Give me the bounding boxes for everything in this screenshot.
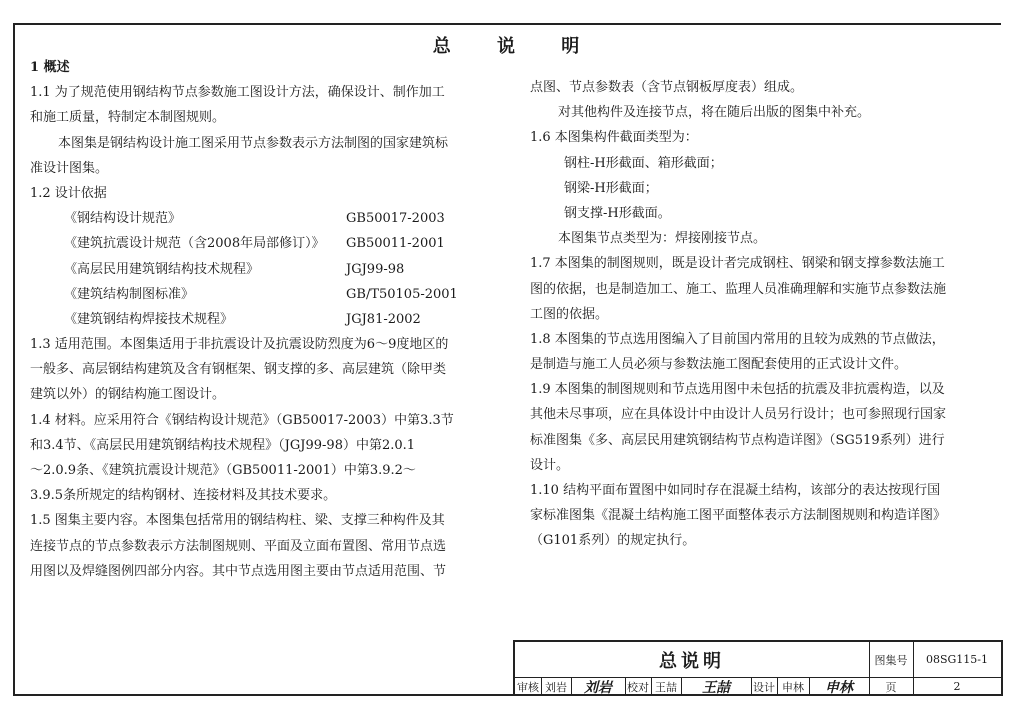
text-line: 1.8 本图集的节点选用图编入了目前国内常用的且较为成熟的节点做法， [530,331,945,347]
drawing-title: 总说明 [659,650,725,672]
text-line: 和施工质量，特制定本制图规则。 [30,110,226,126]
reference-name: 《高层民用建筑钢结构技术规程》 [64,261,260,277]
text-line: 标准图集《多、高层民用建筑钢结构节点构造详图》（SG519系列）进行 [530,432,945,448]
reference-item [30,307,496,332]
text-line: 家标准图集《混凝土结构施工图平面整体表示方法制图规则和构造详图》 [530,508,947,524]
frame-right-edge [1001,640,1003,696]
section-type-item: 钢柱-H形截面、箱形截面； [564,155,723,171]
reference-name: 《钢结构设计规范》 [64,211,182,227]
reference-name: 《建筑钢结构焊接技术规程》 [64,311,234,327]
text-line: 建筑以外）的钢结构施工图设计。 [30,387,226,403]
text-line: 1.10 结构平面布置图中如同时存在混凝土结构，该部分的表达按现行国 [530,483,941,498]
text-line: 设计。 [530,457,570,473]
section-heading: 1.2 设计依据 [30,185,107,201]
reviewer-signature: 刘岩 [584,679,612,696]
text-line: 其他未尽事项，应在具体设计中由设计人员另行设计；也可参照现行国家 [530,407,947,423]
checker-name: 王喆 [655,680,677,694]
text-line: 1.9 本图集的制图规则和节点选用图中未包括的抗震及非抗震构造，以及 [530,382,945,398]
text-line: 1.4 材料。应采用符合《钢结构设计规范》（GB50017-2003）中第3.3节 [30,412,454,428]
text-line: 准设计图集。 [30,160,109,176]
text-line: 图的依据，也是制造加工、施工、监理人员准确理解和实施节点参数法施 [530,281,947,297]
text-line: 连接节点的节点参数表示方法制图规则、平面及立面布置图、常用节点选 [30,538,447,554]
title-block [513,640,1001,696]
text-line: 是制造与施工人员必须与参数法施工图配套使用的正式设计文件。 [530,357,908,373]
text-line: 1.1 为了规范使用钢结构节点参数施工图设计方法，确保设计、制作加工 [30,85,445,101]
text-line: 一般多、高层钢结构建筑及含有钢框架、钢支撑的多、高层建筑（除甲类 [30,362,447,378]
right-column [530,75,996,554]
reference-code: JGJ81-2002 [346,311,421,327]
section-heading: 1 概述 [30,60,70,75]
design-label: 设计 [753,680,775,694]
text-line: 工图的依据。 [530,306,609,322]
atlas-no-label: 图集号 [874,653,908,667]
text-line: 和3.4节、《高层民用建筑钢结构技术规程》（JGJ99-98）中第2.0.1 [30,437,416,453]
reference-item [30,231,496,256]
page-title: 总 说 明 [432,36,600,57]
section-type-item: 钢梁-H形截面； [564,180,658,196]
left-column [30,55,496,584]
page-label: 页 [885,680,897,694]
designer-signature: 申林 [825,679,853,696]
text-line: 本图集是钢结构设计施工图采用节点参数表示方法制图的国家建筑标 [58,135,449,151]
text-line: 用图以及焊缝图例四部分内容。其中节点选用图主要由节点适用范围、节 [30,563,447,579]
text-line: 对其他构件及连接节点，将在随后出版的图集中补充。 [558,105,871,121]
text-line: 本图集节点类型为：焊接刚接节点。 [558,231,767,247]
reviewer-name: 刘岩 [545,680,567,694]
check-label: 校对 [627,680,649,694]
reference-item [30,206,496,231]
text-line: 点图、节点参数表（含节点钢板厚度表）组成。 [530,80,804,95]
atlas-no: 08SG115-1 [925,653,989,666]
text-line: 1.5 图集主要内容。本图集包括常用的钢结构柱、梁、支撑三种构件及其 [30,513,445,529]
designer-name: 申林 [782,680,804,694]
reference-code: GB50017-2003 [346,211,445,227]
reference-item [30,257,496,282]
section-heading: 1.6 本图集构件截面类型为： [530,130,698,146]
text-line: ～2.0.9条、《建筑抗震设计规范》（GB50011-2001）中第3.9.2～ [30,463,416,478]
checker-signature: 王喆 [702,679,730,696]
text-line: 1.3 适用范围。本图集适用于非抗震设计及抗震设防烈度为6～9度地区的 [30,337,449,353]
reference-code: JGJ99-98 [346,261,405,277]
page-number: 2 [953,680,961,693]
reference-name: 《建筑抗震设计规范（含2008年局部修订）》 [64,236,325,252]
reference-code: GB/T50105-2001 [346,286,458,302]
review-label: 审核 [517,680,539,694]
reference-name: 《建筑结构制图标准》 [64,286,195,302]
reference-code: GB50011-2001 [346,236,445,252]
text-line: 3.9.5条所规定的结构钢材、连接材料及其技术要求。 [30,488,337,504]
text-line: （G101系列）的规定执行。 [530,533,696,549]
section-type-item: 钢支撑-H形截面。 [564,205,671,221]
reference-item [30,282,496,307]
text-line: 1.7 本图集的制图规则，既是设计者完成钢柱、钢梁和钢支撑参数法施工 [530,256,945,272]
